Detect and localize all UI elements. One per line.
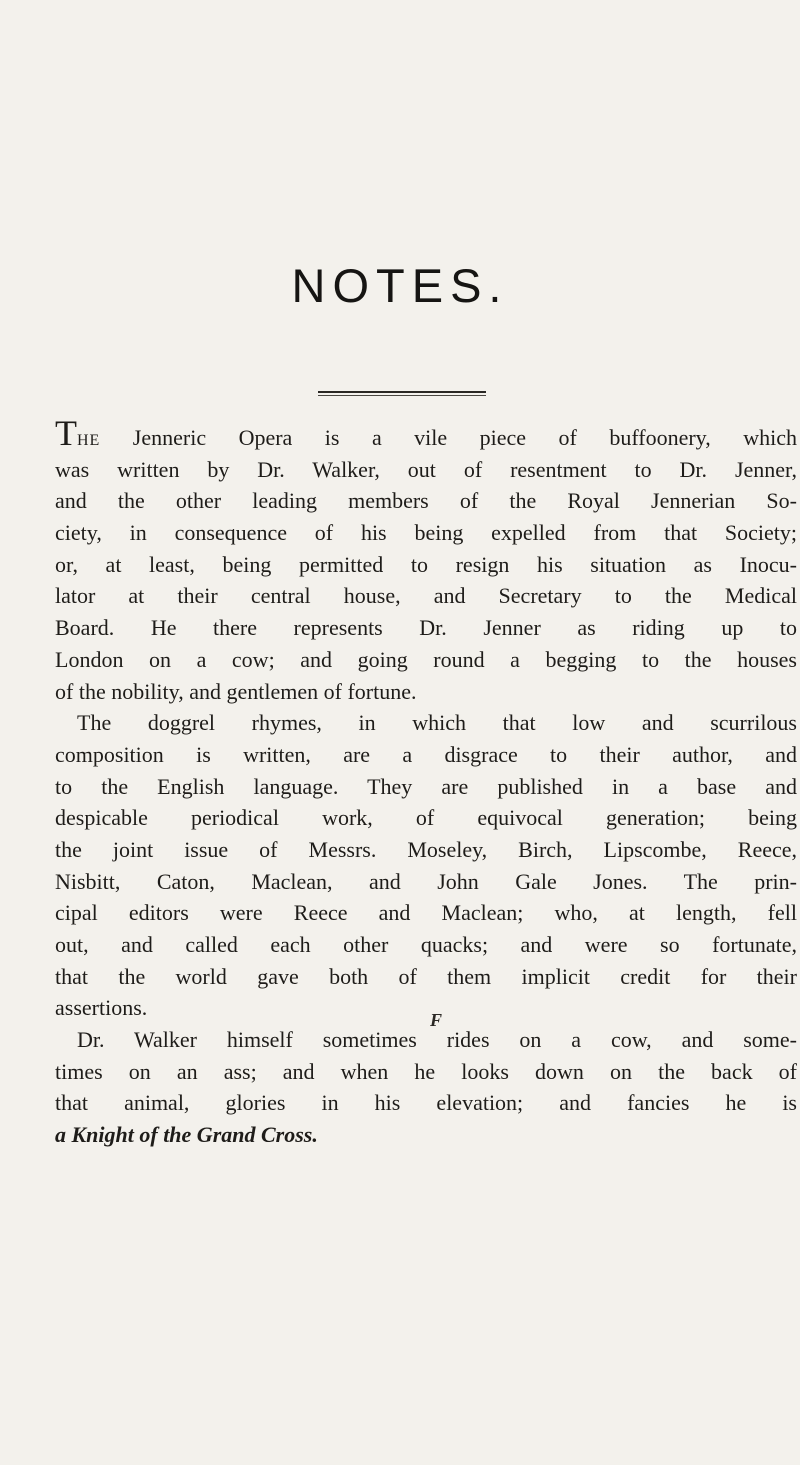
initial-letter: T <box>55 413 77 453</box>
text-line: Dr. Walker himself sometimes rides on a cow, and some- <box>77 1027 797 1053</box>
text-line: and the other leading members of the Royal Jennerian So- <box>55 488 797 514</box>
text-line: that the world gave both of them implicit credit for their <box>55 963 797 989</box>
text-line-1 <box>55 413 797 454</box>
text-line: Nisbitt, Caton, Maclean, and John Gale Jones. The prin- <box>55 868 797 894</box>
page-heading: NOTES. <box>291 259 509 312</box>
first-line-rest: Jenneric Opera is a vile piece of buffoonery, which <box>100 425 797 450</box>
text-line: ciety, in consequence of his being expelled from that Society; <box>55 520 797 546</box>
text-line: The doggrel rhymes, in which that low and scurrilous <box>77 710 797 736</box>
notes-body <box>55 413 797 1151</box>
text-line: to the English language. They are published in a base and <box>55 773 797 799</box>
text-line: lator at their central house, and Secretary to the Medical <box>55 583 797 609</box>
heading-rule-thin <box>318 395 486 396</box>
text-line: or, at least, being permitted to resign his situation as Inocu- <box>55 551 797 577</box>
text-line: cipal editors were Reece and Maclean; who, at length, fell <box>55 900 797 926</box>
text-line: times on an ass; and when he looks down on the back of <box>55 1058 797 1084</box>
text-line: London on a cow; and going round a begging to the houses <box>55 646 797 672</box>
text-line-italic: a Knight of the Grand Cross. <box>55 1122 318 1148</box>
text-line: the joint issue of Messrs. Moseley, Birch, Lipscombe, Reece, <box>55 836 797 862</box>
small-caps-word: HE <box>77 432 101 449</box>
heading-rule-thick <box>318 391 486 393</box>
text-line: out, and called each other quacks; and were so fortunate, <box>55 932 797 957</box>
text-line: that animal, glories in his elevation; and fancies he is <box>55 1090 797 1116</box>
text-line: was written by Dr. Walker, out of resentment to Dr. Jenner, <box>55 456 797 482</box>
text-line: composition is written, are a disgrace to their author, and <box>55 741 797 767</box>
text-line: Board. He there represents Dr. Jenner as riding up to <box>55 615 797 641</box>
text-line: of the nobility, and gentlemen of fortune. <box>55 678 417 704</box>
catchword: F <box>430 1010 443 1030</box>
text-line: despicable periodical work, of equivocal generation; being <box>55 805 797 831</box>
text-line: assertions. <box>55 995 148 1021</box>
